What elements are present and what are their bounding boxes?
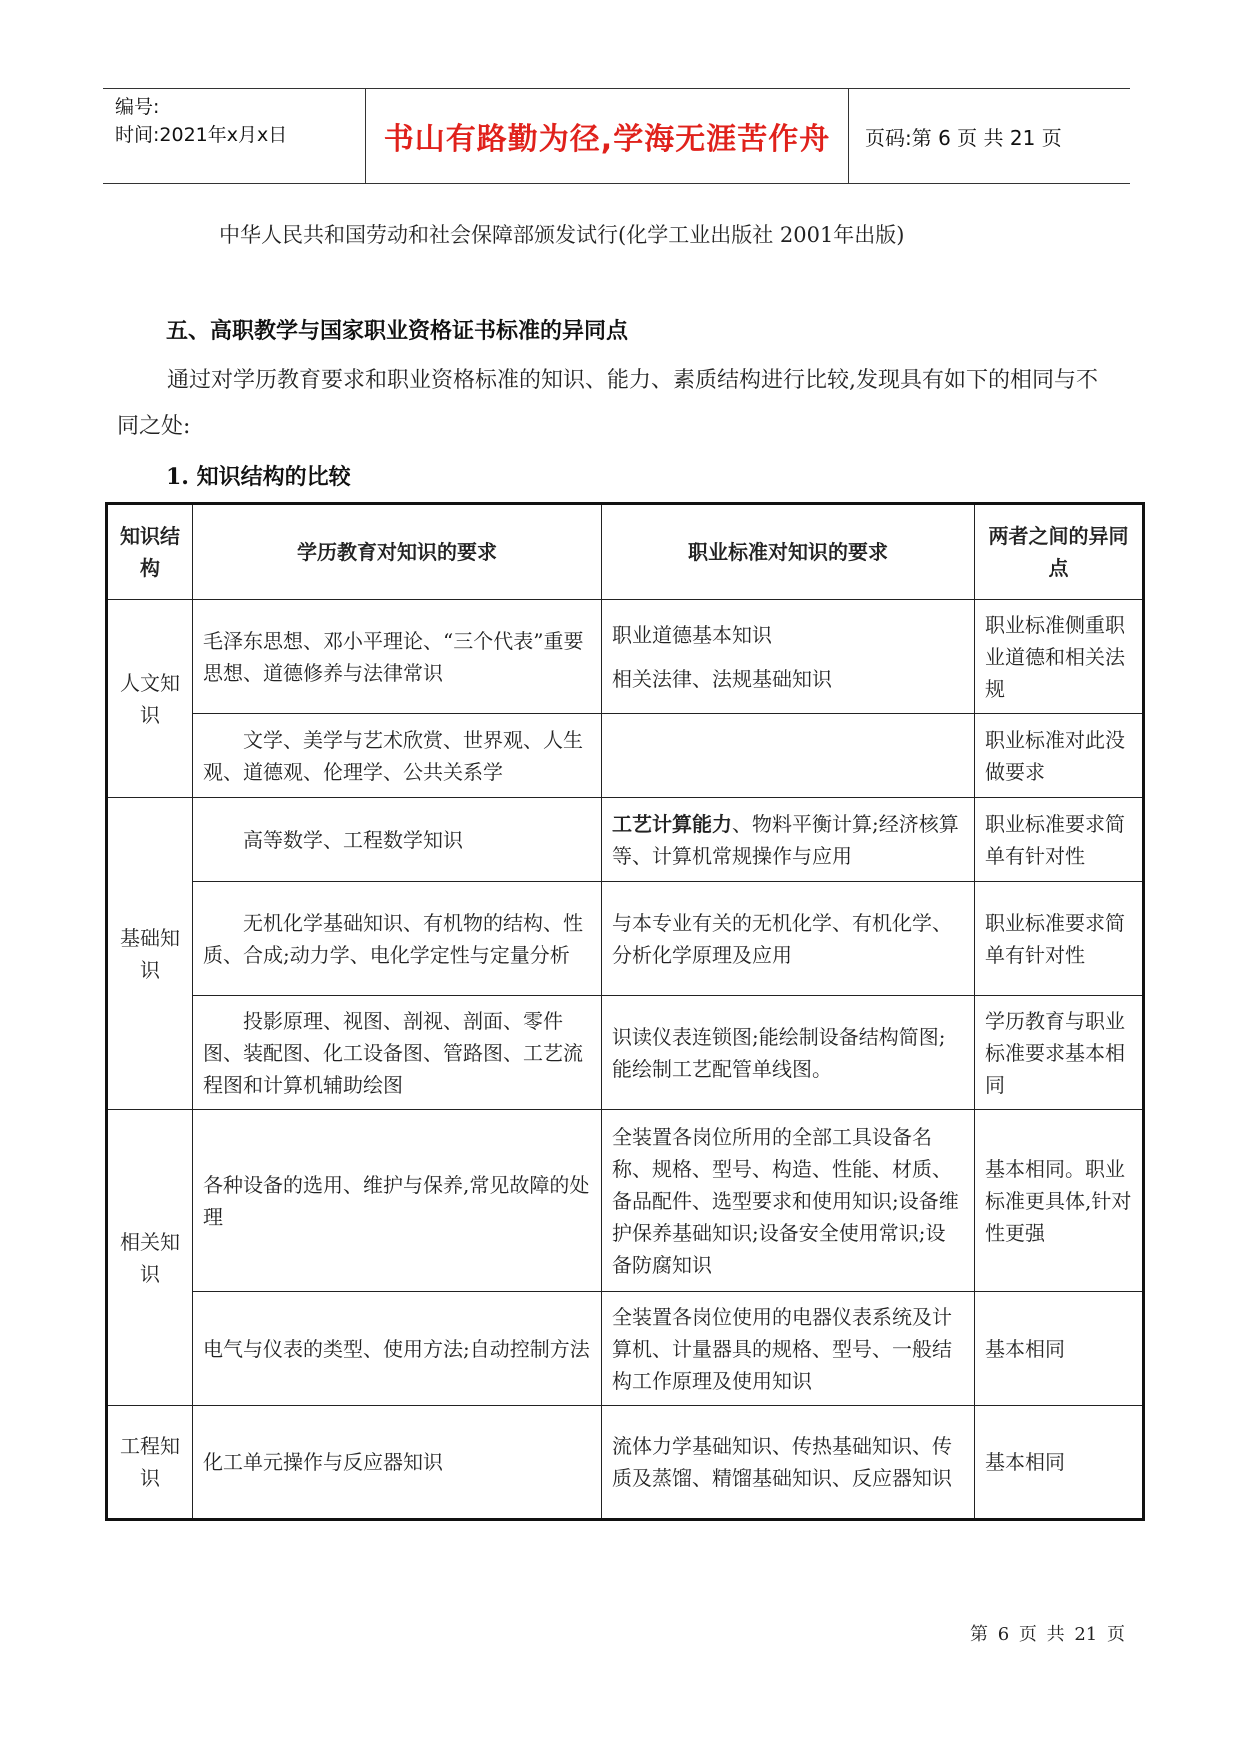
- std-cell: 职业道德基本知识 相关法律、法规基础知识: [602, 600, 975, 714]
- header-motto: 书山有路勤为径,学海无涯苦作舟: [365, 89, 849, 183]
- edu-cell: 投影原理、视图、剖视、剖面、零件图、装配图、化工设备图、管路图、工艺流程图和计算机辅助绘图: [193, 996, 602, 1110]
- header-meta: [115, 93, 360, 149]
- header-difference: 两者之间的异同点: [975, 504, 1144, 600]
- std-cell: 工艺计算能力、物料平衡计算;经济核算等、计算机常规操作与应用: [602, 798, 975, 882]
- table-row: [107, 1110, 1144, 1292]
- header-standard: 职业标准对知识的要求: [602, 504, 975, 600]
- table-row: [107, 714, 1144, 798]
- edu-cell: 化工单元操作与反应器知识: [193, 1406, 602, 1520]
- edu-cell: 电气与仪表的类型、使用方法;自动控制方法: [193, 1292, 602, 1406]
- std-cell: 全装置各岗位使用的电器仪表系统及计算机、计量器具的规格、型号、一般结构工作原理及使用知识: [602, 1292, 975, 1406]
- header-education: 学历教育对知识的要求: [193, 504, 602, 600]
- time-label: 时间:2021年x月x日: [115, 124, 288, 146]
- category-basic: 基础知识: [107, 798, 193, 1110]
- number-label: 编号:: [115, 96, 160, 118]
- category-humanities: 人文知识: [107, 600, 193, 798]
- knowledge-comparison-table: [105, 502, 1145, 1521]
- intro-paragraph: 通过对学历教育要求和职业资格标准的知识、能力、素质结构进行比较,发现具有如下的相同与不同之处:: [117, 368, 1098, 439]
- edu-cell: 各种设备的选用、维护与保养,常见故障的处理: [193, 1110, 602, 1292]
- std-cell: [602, 714, 975, 798]
- table-row: [107, 996, 1144, 1110]
- table-row: [107, 882, 1144, 996]
- table-header-row: [107, 504, 1144, 600]
- diff-cell: 基本相同: [975, 1406, 1144, 1520]
- edu-cell: 高等数学、工程数学知识: [193, 798, 602, 882]
- diff-cell: 学历教育与职业标准要求基本相同: [975, 996, 1144, 1110]
- edu-cell: 文学、美学与艺术欣赏、世界观、人生观、道德观、伦理学、公共关系学: [193, 714, 602, 798]
- diff-cell: 职业标准要求简单有针对性: [975, 882, 1144, 996]
- category-engineering: 工程知识: [107, 1406, 193, 1520]
- diff-cell: 基本相同: [975, 1292, 1144, 1406]
- table-row: [107, 1406, 1144, 1520]
- publisher-line: 中华人民共和国劳动和社会保障部颁发试行(化学工业出版社 2001年出版): [219, 223, 905, 247]
- page-header: [103, 88, 1130, 184]
- std-cell: 全装置各岗位所用的全部工具设备名称、规格、型号、构造、性能、材质、备品配件、选型要求和使用知识;设备维护保养基础知识;设备安全使用常识;设备防腐知识: [602, 1110, 975, 1292]
- header-page-info: 页码:第 6 页 共 21 页: [865, 125, 1062, 150]
- std-cell: 识读仪表连锁图;能绘制设备结构简图;能绘制工艺配管单线图。: [602, 996, 975, 1110]
- edu-cell: 无机化学基础知识、有机物的结构、性质、合成;动力学、电化学定性与定量分析: [193, 882, 602, 996]
- std-cell: 与本专业有关的无机化学、有机化学、分析化学原理及应用: [602, 882, 975, 996]
- edu-cell: 毛泽东思想、邓小平理论、“三个代表”重要思想、道德修养与法律常识: [193, 600, 602, 714]
- table-row: [107, 600, 1144, 714]
- header-category: 知识结构: [107, 504, 193, 600]
- subsection-title: 1. 知识结构的比较: [166, 464, 351, 490]
- diff-cell: 基本相同。职业标准更具体,针对性更强: [975, 1110, 1144, 1292]
- table-row: [107, 1292, 1144, 1406]
- diff-cell: 职业标准要求简单有针对性: [975, 798, 1144, 882]
- section-title: 五、高职教学与国家职业资格证书标准的异同点: [166, 318, 629, 344]
- diff-cell: 职业标准对此没做要求: [975, 714, 1144, 798]
- category-related: 相关知识: [107, 1110, 193, 1406]
- std-cell: 流体力学基础知识、传热基础知识、传质及蒸馏、精馏基础知识、反应器知识: [602, 1406, 975, 1520]
- page-footer: 第 6 页 共 21 页: [970, 1624, 1125, 1645]
- diff-cell: 职业标准侧重职业道德和相关法规: [975, 600, 1144, 714]
- table-row: [107, 798, 1144, 882]
